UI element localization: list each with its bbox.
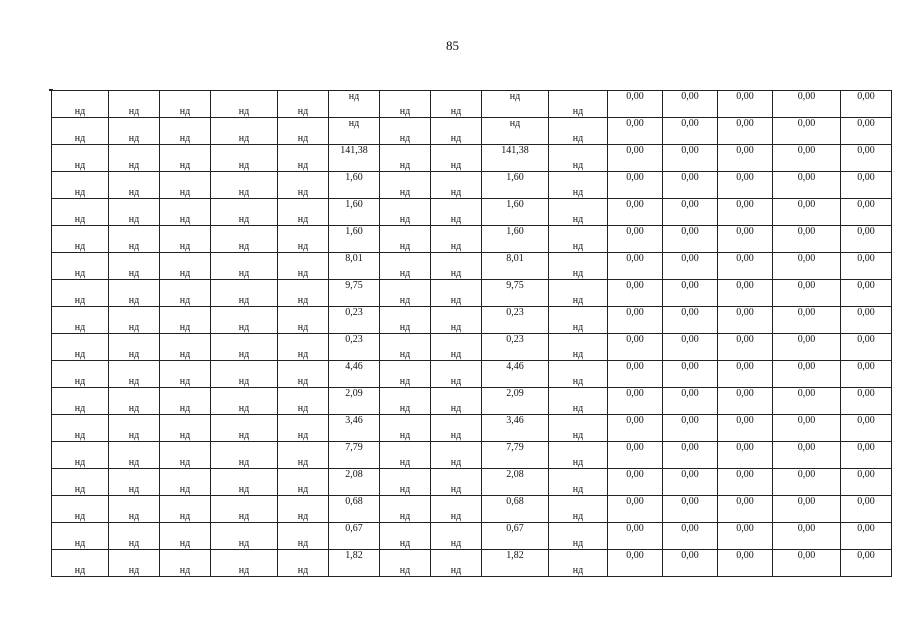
table-cell: 0,00 [718, 145, 773, 172]
table-cell: нд [431, 226, 482, 253]
table-cell: нд [278, 415, 329, 442]
table-cell: нд [109, 307, 160, 334]
table-cell: нд [52, 91, 109, 118]
table-cell: 0,00 [663, 199, 718, 226]
table-cell: 2,08 [482, 469, 549, 496]
table-cell: нд [211, 253, 278, 280]
table-cell: 0,00 [773, 172, 841, 199]
table-cell: 0,67 [482, 523, 549, 550]
table-cell: 3,46 [329, 415, 380, 442]
table-cell: нд [380, 145, 431, 172]
table-cell: 0,00 [718, 91, 773, 118]
table-cell: 0,68 [329, 496, 380, 523]
table-cell: нд [211, 118, 278, 145]
table-cell: 0,23 [329, 334, 380, 361]
table-cell: нд [160, 388, 211, 415]
table-cell: 1,60 [482, 199, 549, 226]
table-cell: нд [211, 523, 278, 550]
table-cell: 0,00 [773, 118, 841, 145]
table-cell: нд [52, 226, 109, 253]
table-cell: нд [109, 415, 160, 442]
table-cell: 0,00 [718, 415, 773, 442]
table-row [52, 307, 892, 334]
table-row [52, 118, 892, 145]
table-cell: нд [380, 415, 431, 442]
table-cell: нд [278, 388, 329, 415]
table-cell: нд [380, 199, 431, 226]
table-cell: нд [278, 118, 329, 145]
table-cell: нд [160, 118, 211, 145]
table-row [52, 91, 892, 118]
table-cell: нд [431, 361, 482, 388]
table-cell: нд [431, 550, 482, 577]
table-cell: 0,00 [773, 307, 841, 334]
table-cell: 0,00 [663, 145, 718, 172]
table-cell: нд [549, 415, 608, 442]
table-cell: 141,38 [329, 145, 380, 172]
table-cell: нд [482, 91, 549, 118]
table-cell: 0,00 [841, 253, 892, 280]
table-cell: нд [160, 91, 211, 118]
table-cell: 0,00 [663, 469, 718, 496]
table-cell: 0,00 [608, 118, 663, 145]
table-cell: 0,00 [718, 442, 773, 469]
table-cell: нд [549, 199, 608, 226]
table-cell: 0,00 [718, 118, 773, 145]
table-cell: 0,00 [841, 496, 892, 523]
table-cell: нд [52, 307, 109, 334]
table-cell: 0,00 [773, 91, 841, 118]
table-cell: нд [549, 226, 608, 253]
table-cell: 0,00 [841, 118, 892, 145]
table-row [52, 334, 892, 361]
table-cell: нд [431, 496, 482, 523]
table-cell: 0,00 [718, 496, 773, 523]
table-cell: 0,00 [841, 226, 892, 253]
table-cell: 0,00 [608, 523, 663, 550]
table-cell: 0,00 [773, 496, 841, 523]
table-cell: 1,60 [482, 226, 549, 253]
table-cell: 0,00 [841, 388, 892, 415]
table-cell: 1,82 [482, 550, 549, 577]
table-cell: 8,01 [482, 253, 549, 280]
table-cell: нд [160, 199, 211, 226]
table-cell: 0,00 [718, 226, 773, 253]
table-cell: 0,00 [841, 550, 892, 577]
table-cell: нд [109, 496, 160, 523]
table-cell: 0,00 [773, 226, 841, 253]
table-cell: 0,00 [718, 253, 773, 280]
table-cell: нд [211, 550, 278, 577]
table-cell: нд [52, 280, 109, 307]
table-cell: 0,00 [841, 91, 892, 118]
table-cell: 0,00 [663, 226, 718, 253]
table-cell: нд [431, 118, 482, 145]
table-cell: нд [52, 523, 109, 550]
table-cell: 0,00 [663, 523, 718, 550]
table-cell: 0,00 [663, 172, 718, 199]
table-cell: нд [52, 469, 109, 496]
table-cell: нд [549, 550, 608, 577]
table-cell: нд [380, 307, 431, 334]
table-cell: нд [549, 361, 608, 388]
table-cell: 0,00 [773, 388, 841, 415]
table-cell: нд [160, 469, 211, 496]
table-cell: нд [211, 415, 278, 442]
table-cell: нд [431, 442, 482, 469]
table-cell: нд [52, 118, 109, 145]
table-cell: 0,00 [608, 334, 663, 361]
table-cell: 4,46 [329, 361, 380, 388]
table-cell: нд [380, 442, 431, 469]
table-row [52, 280, 892, 307]
table-cell: нд [52, 199, 109, 226]
table-cell: 0,00 [718, 172, 773, 199]
table-cell: 0,23 [482, 307, 549, 334]
table-cell: нд [211, 469, 278, 496]
table-cell: 0,00 [608, 172, 663, 199]
table-cell: нд [109, 469, 160, 496]
table-cell: 0,00 [663, 334, 718, 361]
table-cell: нд [431, 334, 482, 361]
table-row [52, 199, 892, 226]
table-cell: нд [211, 91, 278, 118]
table-cell: 4,46 [482, 361, 549, 388]
table-cell: 3,46 [482, 415, 549, 442]
table-cell: 1,60 [329, 172, 380, 199]
table-cell: 0,23 [482, 334, 549, 361]
table-cell: нд [380, 118, 431, 145]
page-number: 85 [446, 38, 459, 53]
table-cell: нд [380, 361, 431, 388]
table-cell: нд [431, 91, 482, 118]
table-cell: 0,00 [718, 550, 773, 577]
table-cell: нд [549, 334, 608, 361]
table-cell: нд [549, 118, 608, 145]
table-cell: нд [160, 280, 211, 307]
table-cell: 1,60 [482, 172, 549, 199]
table-cell: 0,00 [608, 469, 663, 496]
table-cell: нд [549, 469, 608, 496]
table-cell: нд [278, 172, 329, 199]
table-cell: 0,00 [841, 145, 892, 172]
table-cell: нд [431, 469, 482, 496]
table-cell: нд [549, 280, 608, 307]
table-cell: нд [278, 145, 329, 172]
table-cell: 0,00 [841, 172, 892, 199]
table-cell: 7,79 [329, 442, 380, 469]
table-cell: нд [160, 496, 211, 523]
table-row [52, 388, 892, 415]
table-cell: нд [211, 361, 278, 388]
table-cell: 2,08 [329, 469, 380, 496]
table-cell: 0,00 [608, 496, 663, 523]
table-cell: нд [211, 145, 278, 172]
table-cell: 0,00 [718, 361, 773, 388]
table-cell: нд [431, 253, 482, 280]
table-cell: нд [160, 334, 211, 361]
table-cell: нд [380, 550, 431, 577]
table-cell: нд [380, 226, 431, 253]
table-cell: 0,00 [663, 361, 718, 388]
table-cell: 7,79 [482, 442, 549, 469]
table-cell: нд [549, 388, 608, 415]
table-cell: 0,00 [718, 523, 773, 550]
table-cell: нд [109, 199, 160, 226]
table-cell: нд [380, 91, 431, 118]
table-cell: нд [52, 496, 109, 523]
table-cell: 1,60 [329, 199, 380, 226]
table-cell: нд [160, 226, 211, 253]
table-cell: нд [211, 280, 278, 307]
table-row [52, 253, 892, 280]
table-cell: 0,00 [841, 523, 892, 550]
table-cell: нд [52, 334, 109, 361]
table-cell: 0,00 [663, 442, 718, 469]
table-cell: нд [160, 361, 211, 388]
table-cell: нд [431, 172, 482, 199]
table-cell: нд [160, 550, 211, 577]
table-cell: 2,09 [482, 388, 549, 415]
table-cell: нд [211, 496, 278, 523]
table-cell: нд [278, 523, 329, 550]
table-cell: нд [278, 307, 329, 334]
table-cell: нд [380, 253, 431, 280]
table-row [52, 145, 892, 172]
table-cell: нд [109, 550, 160, 577]
table-cell: нд [278, 91, 329, 118]
table-cell: нд [160, 253, 211, 280]
table-cell: 0,00 [663, 388, 718, 415]
table-cell: 0,00 [718, 388, 773, 415]
table-cell: 0,00 [718, 469, 773, 496]
table-cell: нд [52, 550, 109, 577]
table-cell: нд [431, 415, 482, 442]
table-cell: 0,00 [773, 145, 841, 172]
table-cell: нд [52, 253, 109, 280]
table-cell: нд [431, 388, 482, 415]
table-cell: 0,00 [608, 361, 663, 388]
table-row [52, 550, 892, 577]
table-cell: 0,00 [608, 415, 663, 442]
table-cell: 0,00 [663, 550, 718, 577]
table-cell: 0,00 [841, 280, 892, 307]
table-cell: нд [549, 253, 608, 280]
table-cell: нд [109, 442, 160, 469]
table-cell: нд [52, 172, 109, 199]
table-cell: нд [211, 307, 278, 334]
table-cell: нд [109, 118, 160, 145]
table-cell: 0,00 [773, 199, 841, 226]
table-cell: 0,00 [841, 442, 892, 469]
table-cell: нд [52, 415, 109, 442]
table-cell: нд [431, 199, 482, 226]
table-cell: нд [549, 307, 608, 334]
table-cell: нд [160, 523, 211, 550]
table-cell: нд [278, 442, 329, 469]
table-row [52, 523, 892, 550]
table-cell: 0,00 [841, 415, 892, 442]
table-cell: 0,00 [663, 91, 718, 118]
table-body [52, 91, 892, 577]
table-cell: 0,00 [608, 91, 663, 118]
table-cell: нд [109, 361, 160, 388]
table-cell: 9,75 [482, 280, 549, 307]
table-cell: 0,00 [773, 415, 841, 442]
table-row [52, 172, 892, 199]
table-row [52, 226, 892, 253]
table-cell: нд [278, 334, 329, 361]
table-cell: 0,00 [663, 118, 718, 145]
table-cell: 0,00 [773, 253, 841, 280]
table-cell: нд [109, 388, 160, 415]
table-cell: 0,00 [773, 361, 841, 388]
table-cell: нд [549, 91, 608, 118]
table-cell: 0,00 [663, 415, 718, 442]
table-cell: нд [278, 496, 329, 523]
table-cell: 8,01 [329, 253, 380, 280]
table-cell: нд [278, 253, 329, 280]
table-cell: нд [431, 307, 482, 334]
table-cell: нд [380, 388, 431, 415]
table-cell: 2,09 [329, 388, 380, 415]
table-cell: нд [380, 469, 431, 496]
table-cell: нд [482, 118, 549, 145]
table-row [52, 469, 892, 496]
table-cell: нд [52, 361, 109, 388]
table-cell: нд [109, 226, 160, 253]
table-cell: нд [278, 280, 329, 307]
table-cell: 0,00 [608, 199, 663, 226]
table-cell: нд [52, 442, 109, 469]
table-cell: 0,00 [663, 280, 718, 307]
table-cell: нд [278, 199, 329, 226]
table-cell: нд [431, 280, 482, 307]
table-cell: 0,00 [841, 469, 892, 496]
table-row [52, 496, 892, 523]
table-cell: 0,00 [841, 334, 892, 361]
table-cell: нд [160, 442, 211, 469]
table-cell: нд [549, 172, 608, 199]
table-row [52, 442, 892, 469]
table-cell: 0,00 [608, 307, 663, 334]
table-cell: нд [549, 442, 608, 469]
table-cell: нд [549, 145, 608, 172]
table-cell: нд [160, 415, 211, 442]
table-cell: 0,00 [841, 307, 892, 334]
data-table [51, 90, 892, 577]
table-cell: 0,00 [773, 550, 841, 577]
table-cell: нд [109, 523, 160, 550]
table-cell: 0,00 [663, 253, 718, 280]
table-cell: 0,00 [608, 388, 663, 415]
table-cell: 0,00 [773, 442, 841, 469]
table-cell: нд [160, 145, 211, 172]
table-cell: 0,00 [773, 334, 841, 361]
table-cell: 1,60 [329, 226, 380, 253]
table-cell: 1,82 [329, 550, 380, 577]
table-cell: 0,00 [718, 280, 773, 307]
table-cell: нд [109, 334, 160, 361]
table-cell: нд [329, 91, 380, 118]
table-cell: нд [211, 172, 278, 199]
table-cell: нд [109, 280, 160, 307]
table-cell: 0,00 [718, 334, 773, 361]
table-cell: нд [431, 145, 482, 172]
table-cell: 0,00 [608, 280, 663, 307]
table-cell: нд [52, 388, 109, 415]
table-cell: нд [380, 496, 431, 523]
table-cell: нд [329, 118, 380, 145]
table-cell: нд [278, 550, 329, 577]
table-cell: 0,00 [773, 280, 841, 307]
table-cell: нд [109, 145, 160, 172]
table-cell: нд [380, 280, 431, 307]
table-cell: нд [380, 172, 431, 199]
table-cell: нд [52, 145, 109, 172]
table-cell: нд [431, 523, 482, 550]
table-cell: 0,00 [608, 145, 663, 172]
table-cell: 0,00 [608, 550, 663, 577]
table-cell: нд [109, 91, 160, 118]
table-cell: нд [278, 226, 329, 253]
table-cell: нд [211, 388, 278, 415]
table-cell: 0,00 [663, 496, 718, 523]
table-cell: 0,00 [608, 226, 663, 253]
table-row [52, 361, 892, 388]
table-cell: нд [160, 307, 211, 334]
table-cell: нд [278, 469, 329, 496]
table-cell: 0,67 [329, 523, 380, 550]
table-cell: 0,00 [663, 307, 718, 334]
table-row [52, 415, 892, 442]
table-cell: нд [109, 253, 160, 280]
table-cell: нд [278, 361, 329, 388]
table-cell: 0,68 [482, 496, 549, 523]
table-cell: нд [211, 334, 278, 361]
table-cell: 141,38 [482, 145, 549, 172]
table-cell: 0,00 [718, 307, 773, 334]
table-cell: нд [211, 442, 278, 469]
table-cell: нд [380, 523, 431, 550]
table-cell: 0,00 [608, 253, 663, 280]
table-cell: 0,00 [718, 199, 773, 226]
table-cell: нд [160, 172, 211, 199]
table-cell: нд [380, 334, 431, 361]
table-cell: 0,00 [773, 469, 841, 496]
table-cell: 0,00 [608, 442, 663, 469]
table-cell: 0,00 [773, 523, 841, 550]
table-cell: 0,00 [841, 199, 892, 226]
table-cell: 9,75 [329, 280, 380, 307]
table-cell: нд [211, 226, 278, 253]
table-cell: 0,23 [329, 307, 380, 334]
table-cell: нд [549, 496, 608, 523]
table-cell: 0,00 [841, 361, 892, 388]
table-cell: нд [549, 523, 608, 550]
table-cell: нд [211, 199, 278, 226]
table-cell: нд [109, 172, 160, 199]
